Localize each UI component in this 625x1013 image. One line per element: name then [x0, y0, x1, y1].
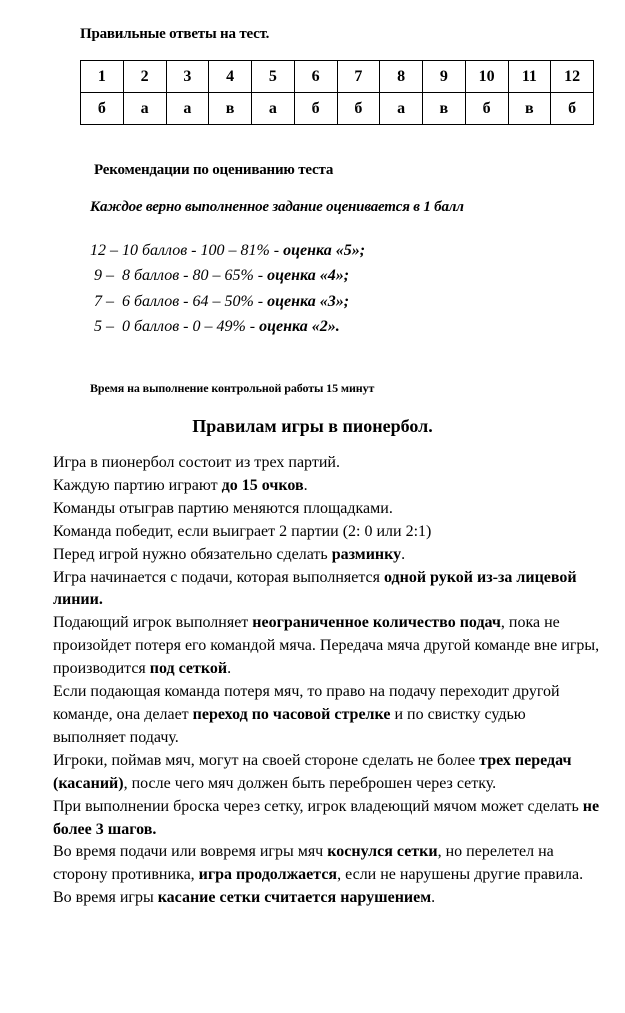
rule-emphasis: неограниченное количество подач: [252, 614, 501, 632]
rule-text: .: [431, 889, 436, 907]
answer-number-cell: 1: [81, 61, 124, 93]
grade-line: 7 – 6 баллов - 64 – 50% - оценка «3»;: [94, 293, 350, 310]
rule-emphasis: игра продолжается: [198, 866, 338, 884]
rule-emphasis: разминку: [331, 545, 402, 563]
rule-item: [53, 452, 601, 475]
rule-emphasis: одной рукой из-за лицевой линии.: [53, 568, 577, 609]
rule-emphasis: трех передач (касаний): [53, 751, 572, 792]
grade-line: 5 – 0 баллов - 0 – 49% - оценка «2».: [94, 318, 340, 335]
rule-text: Команды отыграв партию меняются площадками.: [53, 499, 393, 517]
answer-number-cell: 2: [123, 61, 166, 93]
rule-text: Игроки, поймав мяч, могут на своей стороне сделать не более: [53, 751, 480, 769]
answers-table: [80, 60, 594, 125]
answer-number-cell: 8: [380, 61, 423, 93]
rule-emphasis: не более 3 шагов.: [53, 797, 600, 838]
grade-mark: оценка «4»;: [267, 267, 350, 284]
rule-emphasis: до 15 очков: [221, 476, 304, 494]
rule-emphasis: переход по часовой стрелке: [192, 705, 391, 723]
rule-text: Подающий игрок выполняет: [53, 614, 253, 632]
time-note: Время на выполнение контрольной работы 15 минут: [90, 381, 375, 395]
rule-text: Во время подачи или вовремя игры мяч: [53, 843, 328, 861]
grade-line: 9 – 8 баллов - 80 – 65% - оценка «4»;: [94, 267, 350, 284]
answer-letter-cell: в: [423, 93, 466, 125]
answer-letter-cell: б: [81, 93, 124, 125]
grade-mark: оценка «3»;: [267, 293, 350, 310]
grade-range: 7 – 6 баллов: [94, 293, 180, 310]
rule-emphasis: касание сетки считается нарушением: [157, 889, 432, 907]
rule-text: Команда победит, если выиграет 2 партии (2: 0 или 2:1): [53, 522, 432, 540]
rule-item: [53, 544, 601, 567]
rule-emphasis: под сеткой: [149, 660, 228, 678]
rules-text: [53, 452, 601, 910]
answer-number-cell: 5: [252, 61, 295, 93]
rule-text: Игра в пионербол состоит из трех партий.: [53, 454, 340, 471]
grade-percent: 80 – 65%: [192, 267, 254, 284]
rule-text: .: [227, 660, 232, 678]
answer-letter-cell: б: [465, 93, 508, 125]
grade-percent: 0 – 49%: [192, 318, 246, 335]
answer-letter-cell: а: [166, 93, 209, 125]
rule-text: Если подающая команда потеря мяч, то право на подачу переходит другой команде, она делает: [53, 683, 560, 723]
rule-text: , но перелетел на сторону противника,: [53, 843, 554, 884]
rule-text: Во время игры: [53, 889, 158, 907]
answer-letter-cell: б: [551, 93, 594, 125]
rule-text: , пока не произойдет потеря его командой мяча. Передача мяча другой команде вне игры, производится: [53, 614, 600, 678]
answer-letter-cell: б: [294, 93, 337, 125]
answer-letter-cell: а: [380, 93, 423, 125]
grade-percent: 64 – 50%: [192, 293, 254, 310]
rule-text: Игра начинается с подачи, которая выполняется: [53, 568, 384, 586]
answer-letter-cell: в: [508, 93, 551, 125]
rule-text: .: [401, 545, 406, 563]
answer-number-cell: 11: [508, 61, 551, 93]
answer-number-cell: 12: [551, 61, 594, 93]
answers-letter-row: [81, 93, 594, 125]
recommendations-title: Рекомендации по оцениванию теста: [94, 162, 334, 178]
rule-item: [53, 841, 601, 887]
grade-mark: оценка «2».: [259, 318, 340, 335]
answer-number-cell: 6: [294, 61, 337, 93]
rule-text: При выполнении броска через сетку, игрок владеющий мячом может сделать: [53, 797, 583, 815]
grade-range: 9 – 8 баллов: [94, 267, 180, 284]
answer-number-cell: 9: [423, 61, 466, 93]
rule-emphasis: коснулся сетки: [327, 843, 438, 861]
rule-text: , после чего мяч должен быть переброшен через сетку.: [123, 774, 497, 792]
rule-text: и по свистку судью выполняет подачу.: [53, 705, 526, 746]
answer-letter-cell: а: [252, 93, 295, 125]
rule-text: .: [303, 476, 308, 494]
rules-title: Правилам игры в пионербол.: [192, 416, 433, 436]
grade-mark: оценка «5»;: [283, 242, 366, 259]
answer-number-cell: 3: [166, 61, 209, 93]
answer-number-cell: 7: [337, 61, 380, 93]
answer-number-cell: 10: [465, 61, 508, 93]
answers-title: Правильные ответы на тест.: [80, 26, 270, 42]
rule-item: [53, 681, 601, 750]
answer-letter-cell: а: [123, 93, 166, 125]
grade-line: 12 – 10 баллов - 100 – 81% - оценка «5»;: [90, 242, 366, 259]
answer-number-cell: 4: [209, 61, 252, 93]
rule-item: [53, 750, 601, 796]
rule-item: [53, 475, 601, 498]
rule-item: [53, 498, 601, 521]
rule-text: Перед игрой нужно обязательно сделать: [53, 545, 332, 563]
recommendations-note: Каждое верно выполненное задание оценивается в 1 балл: [90, 199, 464, 215]
rule-item: [53, 796, 601, 842]
rule-item: [53, 521, 601, 544]
rule-item: [53, 612, 601, 681]
grade-range: 5 – 0 баллов: [94, 318, 180, 335]
grade-range: 12 – 10 баллов: [90, 242, 188, 259]
rule-text: Каждую партию играют: [53, 476, 222, 494]
rule-text: , если не нарушены другие правила.: [337, 866, 584, 884]
grade-percent: 100 – 81%: [200, 242, 270, 259]
answer-letter-cell: в: [209, 93, 252, 125]
answers-number-row: [81, 61, 594, 93]
answer-letter-cell: б: [337, 93, 380, 125]
rule-item: [53, 567, 601, 613]
rule-item: [53, 887, 601, 910]
